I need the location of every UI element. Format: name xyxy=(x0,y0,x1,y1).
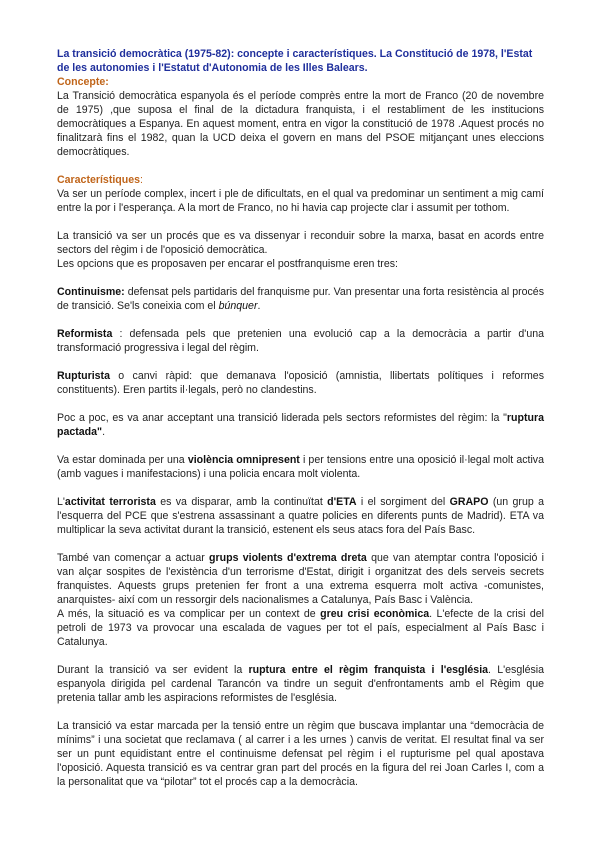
rupturista-paragraph xyxy=(57,369,544,397)
esglesia-paragraph xyxy=(57,663,544,705)
terrorisme-paragraph xyxy=(57,495,544,537)
eta-term: d'ETA xyxy=(327,496,357,508)
crisi-paragraph xyxy=(57,607,544,649)
reformista-paragraph xyxy=(57,327,544,355)
final-paragraph: La transició va estar marcada per la tensió entre un règim que buscava implantar una “democràcia de mínims” i una societat que reclamava ( al carrer i a les urnes ) canvis de veritat. El resultat final va ser ser un punt equidistant entre el continuisme defensat pel règim i el rupturisme pel qual apostava l'oposició. Aquesta transició es va centrar gran part del procés en la figura del rei Joan Carles I, com a la personalitat que va “pilotar” tot el procés cap a la democràcia. xyxy=(57,720,544,788)
bunquer-term: búnquer xyxy=(218,300,258,312)
ruptura-pactada-end: . xyxy=(102,426,106,438)
violencia-text-1: Va estar dominada per una xyxy=(57,454,188,466)
caracteristiques-paragraph-2b: Les opcions que es proposaven per encarar el postfranquisme eren tres: xyxy=(57,258,398,270)
continuisme-paragraph xyxy=(57,285,544,313)
extrema-dreta-text-1: També van començar a actuar xyxy=(57,552,210,564)
caracteristiques-paragraph-2a: La transició va ser un procés que es va dissenyar i reconduir sobre la marxa, basat en acords entre sectors del règim i de l'oposició democràtica. xyxy=(57,230,544,256)
extrema-dreta-paragraph xyxy=(57,551,544,607)
rupturista-term: Rupturista xyxy=(57,370,110,382)
reformista-term: Reformista xyxy=(57,328,113,340)
caracteristiques-heading-colon: : xyxy=(140,174,143,186)
activitat-terrorista-term: activitat terrorista xyxy=(64,496,156,508)
ruptura-pactada-term: ruptura pactada" xyxy=(57,412,544,438)
caracteristiques-heading xyxy=(57,173,544,187)
continuisme-text-1: defensat pels partidaris del franquisme pur. Van presentar una forta resistència al procés de transició. Se'ls coneixia com el xyxy=(57,286,544,312)
concepte-heading: Concepte: xyxy=(57,76,109,88)
violencia-paragraph xyxy=(57,453,544,481)
crisi-term: greu crisi econòmica xyxy=(320,608,430,620)
concepte-paragraph: La Transició democràtica espanyola és el període comprès entre la mort de Franco (20 de novembre de 1975) ,que suposa el final de la dictadura franquista, i el restabliment de les institucions democràtiques a Espanya. En aquest moment, entra en vigor la constitució de 1978 .Aquest procés no finalitzarà fins el 1982, quan la UCD deixa el govern en mans del PSOE mitjançant unes eleccions democràtiques. xyxy=(57,90,544,158)
grapo-term: GRAPO xyxy=(449,496,489,508)
terrorisme-text-4: (un grup a l'esquerra del PCE que s'estrena assassinant a quatre policies en diferents punts de Madrid). ETA va multiplicar la seva activitat durant la transició, estenent els seus atacs fora del País Basc. xyxy=(57,496,544,536)
caracteristiques-heading-text: Característiques xyxy=(57,174,141,186)
violencia-text-2: i per tensions entre una oposició il·legal molt activa (amb vagues i manifestacions) i una policia encara molt violenta. xyxy=(57,454,544,480)
document-title: La transició democràtica (1975-82): concepte i característiques. La Constitució de 1978, l'Estat de les autonomies i l'Estatut d'Autonomia de les Illes Balears. xyxy=(57,48,533,74)
crisi-text-1: A més, la situació es va complicar per un context de xyxy=(57,608,321,620)
caracteristiques-paragraph-1: Va ser un període complex, incert i ple de dificultats, en el qual va predominar un sentiment a mig camí entre la por i l'esperança. A la mort de Franco, no hi havia cap projecte clar i assumit per tothom. xyxy=(57,188,544,214)
ruptura-pactada-text: Poc a poc, es va anar acceptant una transició liderada pels sectors reformistes del règim: la " xyxy=(57,412,507,424)
terrorisme-text-2: es va disparar, amb la continuïtat xyxy=(155,496,328,508)
continuisme-text-2: . xyxy=(257,300,261,312)
continuisme-term: Continuisme: xyxy=(57,286,125,298)
esglesia-text-1: Durant la transició va ser evident la xyxy=(57,664,249,676)
extrema-dreta-text-2: que van atemptar contra l'oposició i van alçar sospites de l'existència d'un terrorisme d'Estat, dirigit i organitzat des dels serveis secrets franquistes. Aquests grups pretenien fer front a una extrema esquerra molt activa -comunistes, anarquistes- així com un ressorgir dels nacionalismes a Catalunya, País Basc i València. xyxy=(57,552,544,606)
crisi-text-2: . L'efecte de la crisi del petroli de 1973 va provocar una escalada de vagues per tot el país, especialment al País Basc i Catalunya. xyxy=(57,608,544,648)
terrorisme-text-3: i el sorgiment del xyxy=(356,496,450,508)
esglesia-text-2: . L'església espanyola dirigida pel cardenal Tarancón va tindre un seguit d'enfrontaments amb el Règim que pretenia tallar amb les aspiracions reformistes de l'església. xyxy=(57,664,544,704)
reformista-text: : defensada pels que pretenien una evolució cap a la democràcia a partir d'una transformació progressiva i legal del règim. xyxy=(57,328,544,354)
ruptura-pactada-paragraph xyxy=(57,411,544,439)
violencia-term: violència omnipresent xyxy=(187,454,300,466)
esglesia-term: ruptura entre el règim franquista i l'església xyxy=(248,664,489,676)
rupturista-text: o canvi ràpid: que demanava l'oposició (amnistia, llibertats polítiques i reformes constituents). Eren partits il·legals, però no clandestins. xyxy=(57,370,544,396)
terrorisme-text-1: L' xyxy=(57,496,65,508)
extrema-dreta-term: grups violents d'extrema dreta xyxy=(209,552,367,564)
